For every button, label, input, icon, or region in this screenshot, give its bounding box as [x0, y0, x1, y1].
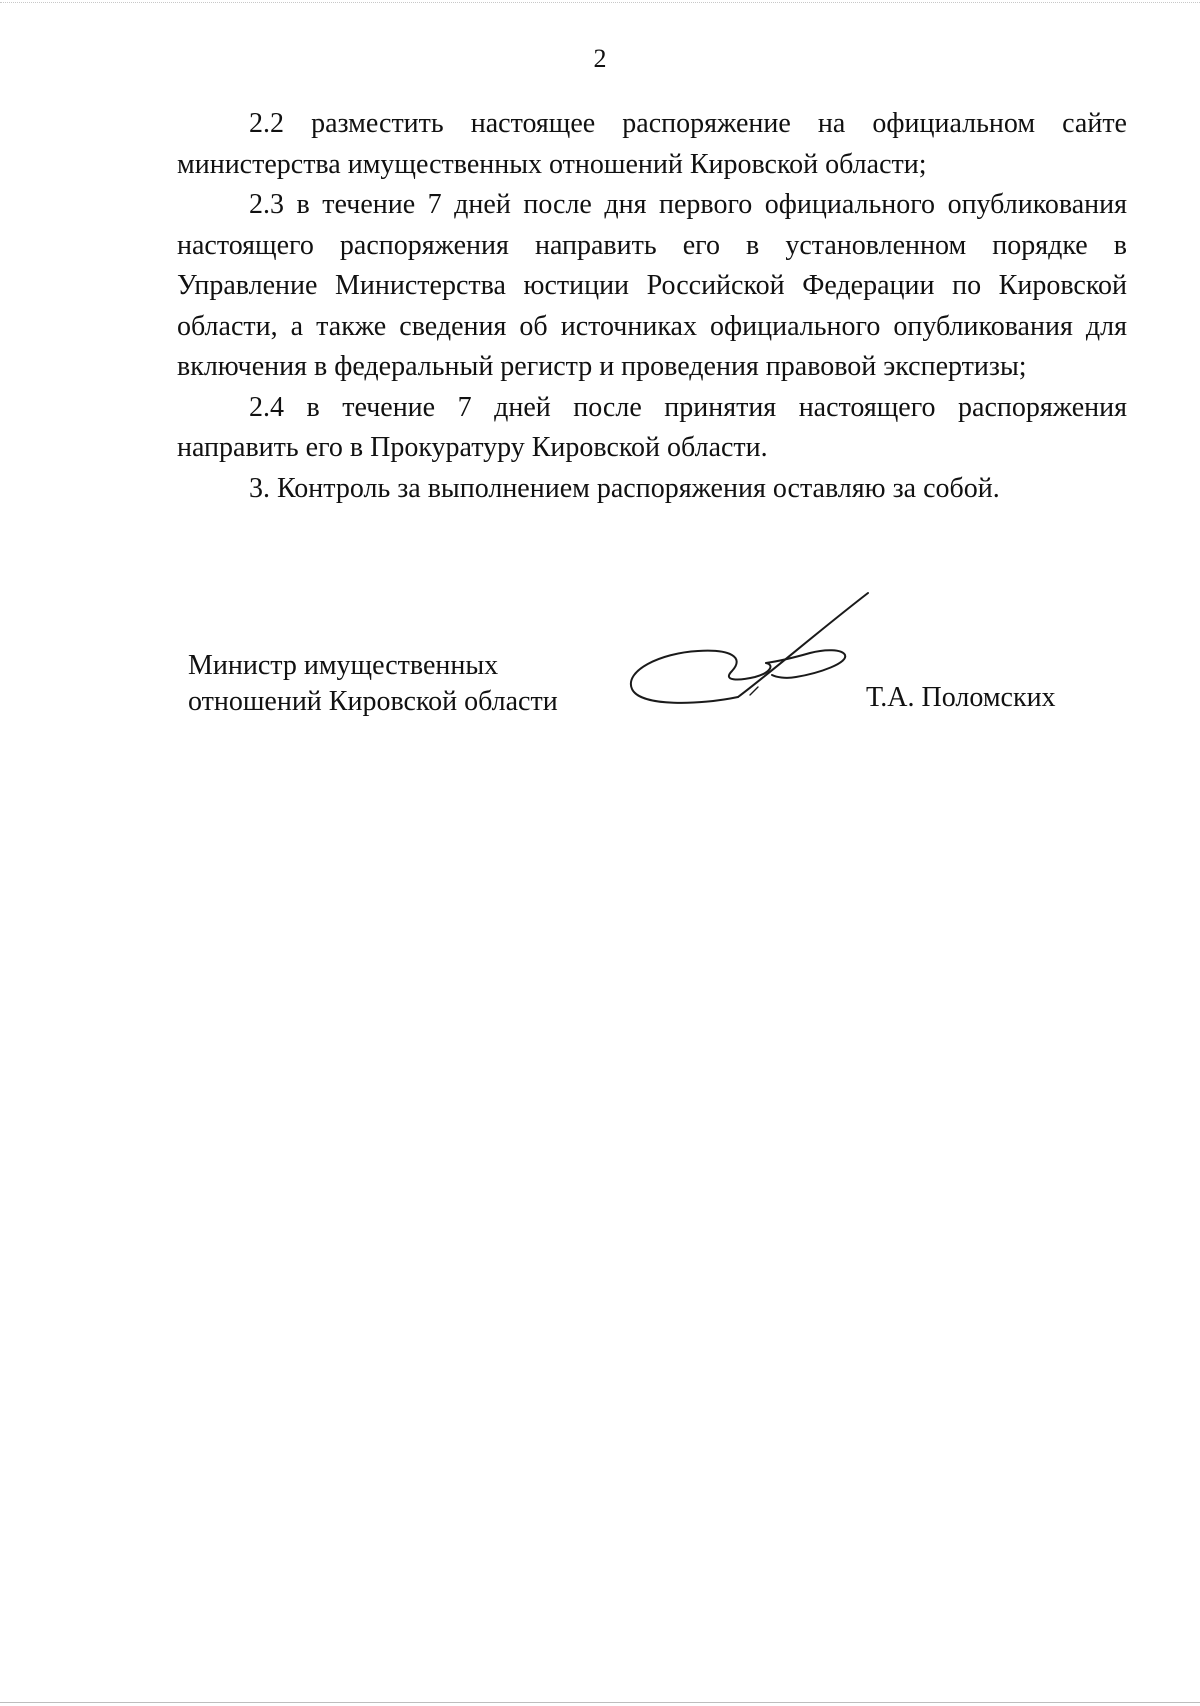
paragraph-2-2: 2.2 разместить настоящее распоряжение на официальном сайте министерства имущественных отношений Кировской области; [177, 108, 1127, 180]
signatory-name: Т.А. Поломских [866, 682, 1056, 713]
paragraph-3: 3. Контроль за выполнением распоряжения оставляю за собой. [249, 472, 1000, 504]
scan-edge-bottom [0, 1702, 1200, 1703]
handwritten-signature [620, 585, 880, 715]
signatory-title-line-2: отношений Кировской области [188, 686, 558, 717]
signatory-title-line-1: Министр имущественных [188, 650, 499, 681]
signature-block [0, 0, 1200, 760]
paragraph-2-4: 2.4 в течение 7 дней после принятия настоящего распоряжения направить его в Прокуратуру Кировской области. [177, 391, 1127, 463]
paragraph-2-3: 2.3 в течение 7 дней после дня первого официального опубликования настоящего распоряжения направить его в установленном порядке в Управление Министерства юстиции Российской Федерации по Кировской области, а также сведения об источниках официального опубликования для включения в федеральный регистр и проведения правовой экспертизы; [177, 189, 1127, 382]
page-number: 2 [593, 44, 607, 73]
signatory-title [188, 648, 608, 720]
